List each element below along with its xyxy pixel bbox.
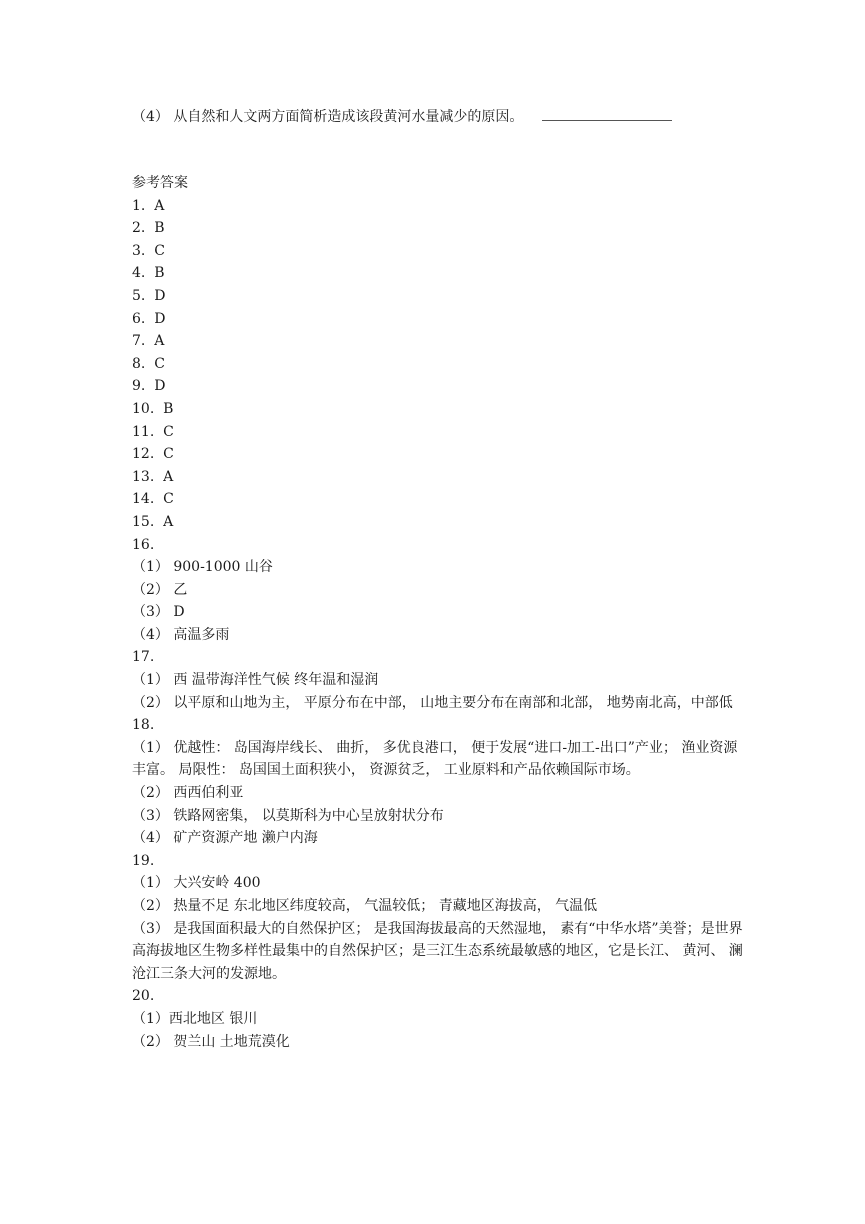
answer-line: 9. D	[132, 378, 166, 395]
answer-line: 19.	[132, 852, 155, 869]
answer-line: （1） 900-1000 山谷	[132, 559, 273, 576]
answer-line: （3） D	[132, 604, 185, 621]
answer-line: （1） 大兴安岭 400	[132, 875, 261, 892]
answer-line: 6. D	[132, 310, 166, 327]
answer-line: 11. C	[132, 423, 174, 440]
question-text: 从自然和人文两方面简析造成该段黄河水量减少的原因。	[173, 109, 524, 125]
answer-line: 3. C	[132, 242, 165, 259]
answer-line: 17.	[132, 649, 155, 666]
answer-key-heading: 参考答案	[132, 175, 188, 191]
answer-line: 13. A	[132, 468, 174, 485]
answer-line: （1）西北地区 银川	[132, 1010, 258, 1027]
answer-line: 5. D	[132, 287, 166, 304]
answer-line: 1. A	[132, 197, 165, 214]
answer-line: （3） 铁路网密集， 以莫斯科为中心呈放射状分布	[132, 807, 444, 824]
answer-line: 10. B	[132, 400, 174, 417]
answer-line: 12. C	[132, 446, 174, 463]
question-4	[132, 106, 672, 128]
answer-line: （1） 西 温带海洋性气候 终年温和湿润	[132, 672, 379, 689]
answer-line: 15. A	[132, 513, 174, 530]
answer-blank-line[interactable]	[542, 106, 672, 121]
answer-line: 20.	[132, 988, 155, 1005]
answer-line: （2） 以平原和山地为主， 平原分布在中部， 山地主要分布在南部和北部， 地势南北高，中部低	[132, 694, 733, 711]
answer-line: 7. A	[132, 333, 165, 350]
answer-line: 18.	[132, 717, 155, 734]
answer-key	[132, 172, 744, 1053]
answer-line: 8. C	[132, 355, 165, 372]
answer-line: 14. C	[132, 491, 174, 508]
answer-line: （2） 贺兰山 土地荒漠化	[132, 1033, 290, 1050]
question-number: （4）	[132, 109, 169, 125]
answer-line: 16.	[132, 536, 155, 553]
answer-line: （4） 矿产资源产地 濑户内海	[132, 830, 318, 847]
answer-line: （4） 高温多雨	[132, 626, 230, 643]
answer-line: （2） 热量不足 东北地区纬度较高， 气温较低； 青藏地区海拔高， 气温低	[132, 898, 598, 914]
answer-line: （3） 是我国面积最大的自然保护区； 是我国海拔最高的天然湿地， 素有“中华水塔”美誉；是世界高海拔地区生物多样性最集中的自然保护区；是三江生态系统最敏感的地区，它是长江、 黄河、 澜沧江三条大河的发源地。	[132, 920, 743, 982]
answer-line: （1） 优越性： 岛国海岸线长、 曲折， 多优良港口， 便于发展“进口-加工-出口”产业； 渔业资源丰富。 局限性： 岛国国土面积狭小， 资源贫乏， 工业原料和产品依赖国际市场。	[132, 739, 738, 779]
answer-line: 2. B	[132, 220, 165, 237]
answer-line: （2） 西西伯利亚	[132, 785, 244, 802]
answer-line: （2） 乙	[132, 581, 188, 598]
answer-line: 4. B	[132, 265, 165, 282]
